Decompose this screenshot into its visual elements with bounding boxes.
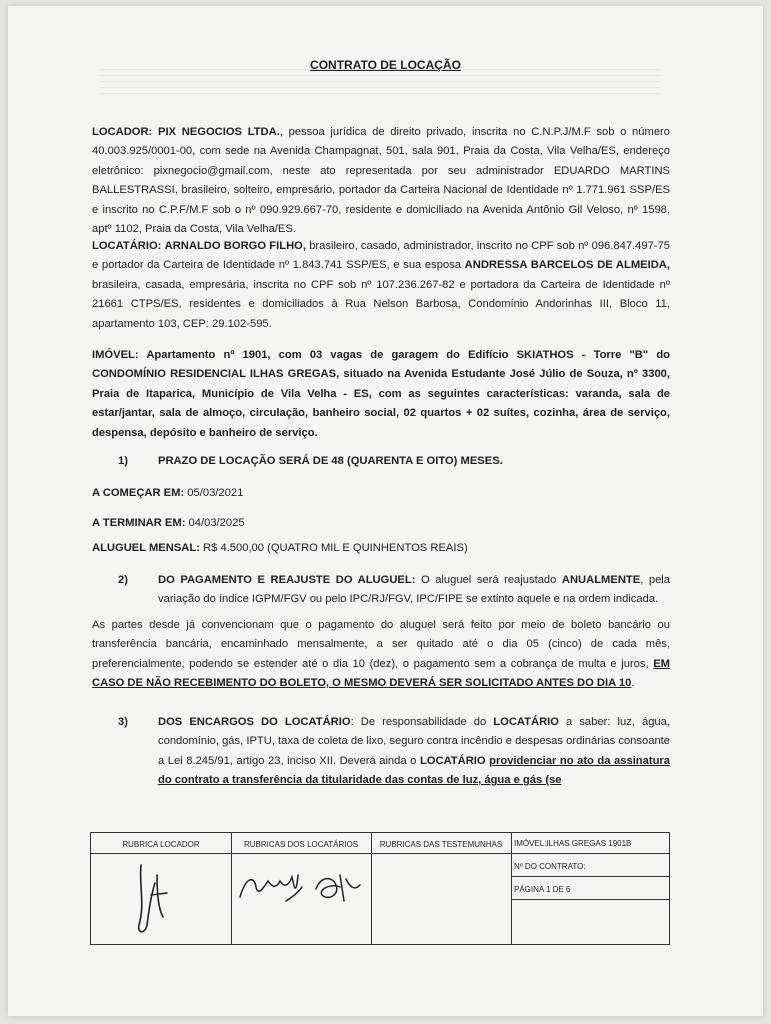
clause-1-number: 1) bbox=[118, 455, 128, 467]
rubrica-footer-table bbox=[90, 832, 670, 945]
contrato-label: Nº DO CONTRATO: bbox=[514, 862, 586, 871]
clause-2-bold: ANUALMENTE bbox=[561, 574, 641, 586]
clause-2-text-1: O aluguel será reajustado bbox=[415, 574, 562, 586]
locatario-name-2: ANDRESSA BARCELOS DE ALMEIDA, bbox=[464, 259, 670, 272]
pagamento-text: As partes desde já convencionam que o pagamento do aluguel será feito por meio de boleto bancário ou transferência bancária, encaminhado mensalmente, a ser quitado até o dia 05 (cinco) de cada mês, preferencialmente, podendo se estender até o dia 10 (dez), o pagamento sem a cobrança de multa e juros, bbox=[92, 619, 670, 670]
comecar-line bbox=[92, 484, 243, 502]
rubrica-testemunhas-label: RUBRICAS DAS TESTEMUNHAS bbox=[379, 840, 503, 849]
clause-2-text bbox=[158, 571, 670, 610]
clause-3-text bbox=[158, 713, 670, 791]
pagamento-paragraph bbox=[92, 616, 670, 694]
rubrica-locatarios-label: RUBRICAS DOS LOCATÁRIOS bbox=[243, 840, 359, 849]
aluguel-value: R$ 4.500,00 (QUATRO MIL E QUINHENTOS REAIS) bbox=[203, 542, 468, 554]
locatarios-signatures bbox=[236, 857, 366, 917]
locatario-text-2: brasileira, casada, empresária, inscrita no CPF sob nº 107.236.267-82 e portadora da Carteira de Identidade nº 21661 CTPS/ES, residentes e domiciliados à Rua Nelson Barbosa, Condomínio Andorinhas III, Bloco 11, apartamento 103, CEP: 29.102-595. bbox=[92, 278, 670, 330]
imovel-paragraph: IMÓVEL: Apartamento nº 1901, com 03 vagas de garagem do Edifício SKIATHOS - Torre "B" do CONDOMÍNIO RESIDENCIAL ILHAS GREGAS, situado na Avenida Estudante José Júlio de Souza, nº 3300, Praia de Itaparica, Município de Vila Velha - ES, com as seguintes características: varanda, sala de estar/jantar, sala de almoço, circulação, banheiro social, 02 quartos + 02 suítes, cozinha, área de serviço, despensa, depósito e banheiro de serviço. bbox=[92, 349, 670, 439]
pagina-label: PÁGINA 1 DE 6 bbox=[514, 885, 571, 894]
comecar-value: 05/03/2021 bbox=[187, 487, 244, 499]
clause-2-text-2: , pela variação do índice IGPM/FGV ou pelo IPC/RJ/FGV, IPC/FIPE se extinto aquele e na ordem indicada. bbox=[158, 574, 670, 606]
document-title: CONTRATO DE LOCAÇÃO bbox=[310, 58, 461, 72]
clause-2-number: 2) bbox=[118, 574, 128, 586]
aluguel-line bbox=[92, 539, 468, 557]
terminar-label: A TERMINAR EM: bbox=[92, 517, 186, 529]
clause-3-text-1: : De responsabilidade do bbox=[350, 716, 494, 728]
rubrica-locador-label: RUBRICA LOCADOR bbox=[122, 840, 200, 849]
clause-3-underline: providenciar no ato da assinatura do contrato a transferência da titularidade das contas de luz, água e gás (se bbox=[158, 754, 671, 787]
pagamento-underline: EM CASO DE NÃO RECEBIMENTO DO BOLETO, O MESMO DEVERÁ SER SOLICITADO ANTES DO DIA 10 bbox=[92, 657, 670, 690]
clause-3-title: DOS ENCARGOS DO LOCATÁRIO bbox=[158, 716, 351, 728]
locador-signature bbox=[121, 855, 181, 941]
locatario-name: ARNALDO BORGO FILHO, bbox=[164, 240, 306, 252]
locador-paragraph bbox=[92, 123, 670, 239]
imovel-label: IMÓVEL:ILHAS GREGAS 1901B bbox=[514, 839, 632, 848]
locatario-paragraph bbox=[92, 237, 670, 334]
locatario-text-1: brasileiro, casado, administrador, inscrito no CPF sob nº 096.847.497-75 e portador da Carteira de Identidade nº 1.843.741 SSP/ES, e sua esposa bbox=[92, 240, 670, 272]
clause-3-text-2: a saber: luz, água, condomínio, gás, IPTU, taxa de coleta de lixo, seguro contra incêndio e despesas ordinárias consoante a Lei 8.245/91, artigo 23, inciso XII. Deverá ainda o bbox=[158, 716, 670, 767]
terminar-line bbox=[92, 514, 245, 532]
rubrica-testemunhas-cell bbox=[371, 833, 512, 944]
clause-1-text: PRAZO DE LOCAÇÃO SERÁ DE 48 (QUARENTA E OITO) MESES. bbox=[158, 455, 503, 467]
locador-text: , pessoa jurídica de direito privado, inscrita no C.N.P.J/M.F sob o número 40.003.925/0001-00, com sede na Avenida Champagnat, 501, sala 901, Praia da Costa, Vila Velha/ES, endereço eletrônico: pixnegocio@gmail.com, neste ato representada por seu administrador EDUARDO MARTINS BALLESTRASSI, brasileiro, solteiro, empresário, portador da Carteira Nacional de Identidade nº 1.771.961 SSP/ES e inscrito no C.P.F/M.F sob o nº 090.929.667-70, residente e domiciliado na Avenida Antônio Gil Veloso, nº 1598, aptº 1102, Praia da Costa, Vila Velha/ES. bbox=[92, 126, 670, 236]
clause-3-number: 3) bbox=[118, 716, 128, 728]
comecar-label: A COMEÇAR EM: bbox=[92, 487, 185, 499]
terminar-value: 04/03/2025 bbox=[188, 517, 245, 529]
locatario-label: LOCATÁRIO: bbox=[92, 240, 162, 252]
aluguel-label: ALUGUEL MENSAL: bbox=[92, 542, 200, 554]
clause-3-bold-2: LOCATÁRIO bbox=[419, 754, 486, 767]
clause-3-bold-1: LOCATÁRIO bbox=[493, 716, 559, 728]
locador-label: LOCADOR: bbox=[92, 126, 153, 138]
locador-name: PIX NEGOCIOS LTDA. bbox=[157, 126, 280, 138]
pagamento-end: . bbox=[631, 677, 635, 690]
clause-2-title: DO PAGAMENTO E REAJUSTE DO ALUGUEL: bbox=[158, 574, 416, 586]
